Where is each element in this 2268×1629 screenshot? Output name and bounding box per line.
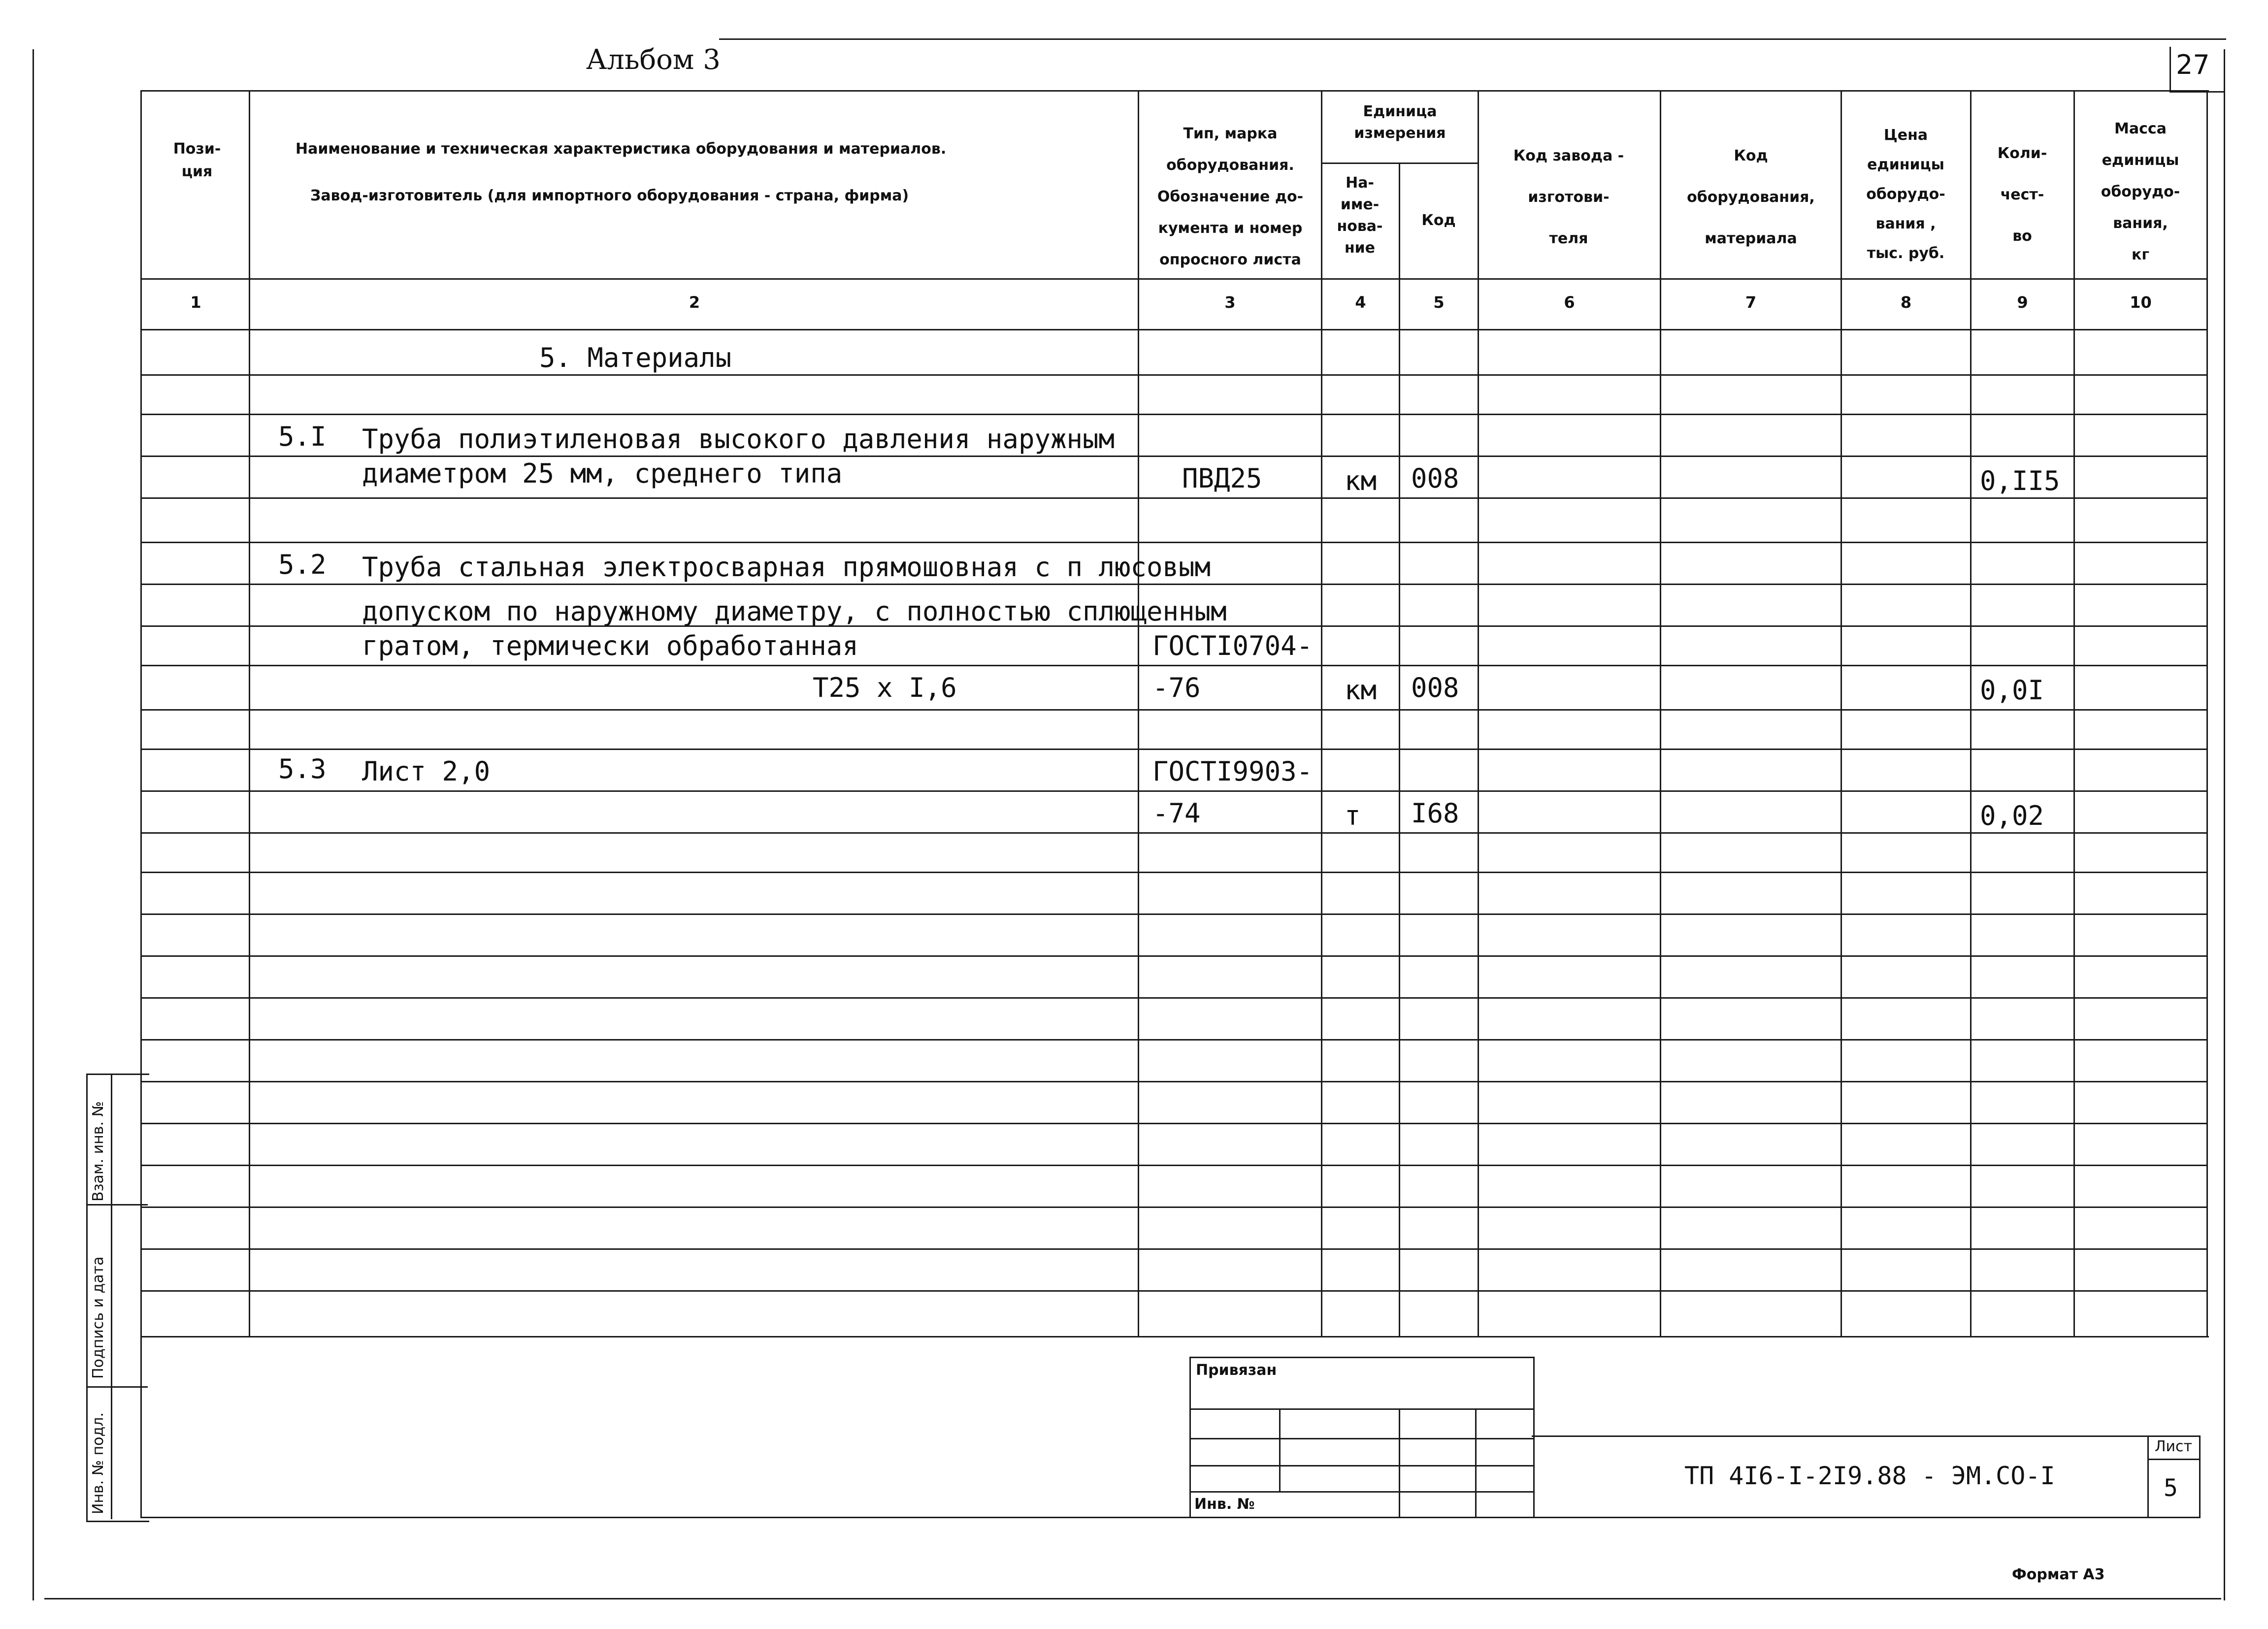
header-name-line2: Завод-изготовитель (для импортного оборудования - страна, фирма) [310, 187, 909, 204]
item-5-2-type-line2: -76 [1152, 672, 1201, 703]
col-line-8 [1970, 90, 1972, 1336]
page-number: 27 [2176, 49, 2210, 80]
item-5-2-name-line1: Труба стальная электросварная прямошовная с п люсовым [362, 552, 1211, 583]
side-label-podpis: Подпись и дата [90, 1256, 107, 1379]
item-5-2-quantity: 0,0I [1980, 675, 2044, 706]
privyazan-box [1189, 1357, 1535, 1518]
item-5-2-position: 5.2 [278, 549, 327, 580]
table-top-border [140, 90, 2209, 92]
col-line-5 [1478, 90, 1479, 1336]
sheet-number: 5 [2164, 1474, 2178, 1502]
side-label-vzam: Взам. инв. № [90, 1101, 107, 1202]
item-5-2-unit: км [1345, 675, 1377, 706]
table-row-line [140, 872, 2208, 873]
item-5-3-quantity: 0,02 [1980, 800, 2044, 831]
table-row-line [140, 790, 2208, 792]
item-5-1-code: 008 [1411, 463, 1459, 494]
colnum-2: 2 [689, 293, 700, 312]
table-row-line [140, 414, 2208, 415]
col-line-right [2206, 90, 2208, 1336]
privyazan-label: Привязан [1196, 1362, 1277, 1379]
document-code: ТП 4I6-I-2I9.88 - ЭМ.СО-I [1684, 1462, 2055, 1490]
table-row-line [140, 1123, 2208, 1124]
item-5-2-name-line2: допуском по наружному диаметру, с полностью сплющенным [362, 596, 1227, 627]
outer-frame-top [719, 38, 2226, 40]
table-row-line [140, 497, 2208, 499]
colnum-7: 7 [1745, 293, 1757, 312]
privyazan-vline-2 [1399, 1408, 1400, 1517]
item-5-3-position: 5.3 [278, 753, 327, 784]
table-row-line [140, 832, 2208, 834]
privyazan-vline-1 [1279, 1408, 1281, 1492]
table-row-line [140, 456, 2208, 457]
outer-frame-bottom [44, 1598, 2221, 1599]
table-row-line [140, 1165, 2208, 1166]
colnum-10: 10 [2130, 293, 2152, 312]
table-row-line [140, 1081, 2208, 1082]
side-label-inv: Инв. № подл. [90, 1412, 107, 1514]
table-row-line [140, 1039, 2208, 1041]
inv-no-label: Инв. № [1194, 1496, 1255, 1513]
item-5-1-type: ПВД25 [1182, 463, 1262, 494]
header-plant-code: Код завода - изготови- теля [1513, 147, 1624, 247]
header-unit-code: Код [1421, 212, 1456, 229]
col-line-3 [1321, 90, 1322, 1336]
colnum-9: 9 [2017, 293, 2028, 312]
header-name-line1: Наименование и техническая характеристика оборудования и материалов. [296, 140, 947, 158]
header-type: Тип, марка оборудования. Обозначение до- кумента и номер опросного листа [1157, 125, 1304, 268]
header-position: Пози- ция [173, 140, 221, 180]
album-label: Альбом 3 [586, 44, 721, 76]
table-row-line [140, 374, 2208, 376]
item-5-1-unit: км [1345, 465, 1377, 496]
item-5-3-type-line1: ГОСТI9903- [1152, 756, 1313, 787]
table-row-line [140, 1206, 2208, 1208]
item-5-2-code: 008 [1411, 672, 1459, 703]
header-unit-group: Единица измерения [1354, 103, 1446, 142]
colnum-8: 8 [1900, 293, 1912, 312]
table-row-line [140, 749, 2208, 750]
stamp-right-line [2199, 1435, 2201, 1518]
privyazan-vline-3 [1475, 1408, 1477, 1517]
side-strip-sep-1 [86, 1204, 148, 1205]
privyazan-line-1 [1189, 1408, 1533, 1410]
item-5-3-unit: т [1345, 800, 1361, 831]
col-line-7 [1841, 90, 1842, 1336]
colnum-4: 4 [1355, 293, 1366, 312]
item-5-3-type-line2: -74 [1152, 798, 1201, 829]
table-row-line [140, 1248, 2208, 1250]
table-row-line [140, 997, 2208, 999]
item-5-2-name-line3: гратом, термически обработанная [362, 630, 858, 661]
privyazan-line-2 [1189, 1438, 1533, 1439]
side-strip-divider [111, 1074, 112, 1519]
table-row-line [140, 955, 2208, 957]
privyazan-line-3 [1189, 1465, 1533, 1466]
sheet-label: Лист [2155, 1438, 2193, 1455]
colnum-3: 3 [1224, 293, 1236, 312]
colnum-1: 1 [190, 293, 201, 312]
privyazan-line-4 [1189, 1491, 1533, 1493]
section-title: 5. Материалы [539, 342, 732, 373]
item-5-1-name-line2: диаметром 25 мм, среднего типа [362, 458, 843, 489]
col-line-9 [2073, 90, 2075, 1336]
colnum-6: 6 [1564, 293, 1575, 312]
colnum-5: 5 [1433, 293, 1445, 312]
header-mass: Масса единицы оборудо- вания, кг [2101, 120, 2180, 263]
item-5-1-position: 5.I [278, 421, 327, 452]
item-5-3-name: Лист 2,0 [362, 756, 491, 787]
col-line-6 [1660, 90, 1661, 1336]
header-price: Цена единицы оборудо- вания , тыс. руб. [1866, 127, 1945, 262]
sheet-box-divider [2147, 1435, 2149, 1518]
item-5-3-code: I68 [1411, 798, 1459, 829]
stamp-top-line [140, 1336, 2209, 1337]
header-unit-name: На- име- нова- ние [1337, 174, 1383, 257]
outer-frame-right [2224, 49, 2225, 1600]
table-row-line [140, 1290, 2208, 1292]
item-5-1-name-line1: Труба полиэтиленовая высокого давления наружным [362, 424, 1115, 455]
table-row-line [140, 542, 2208, 543]
table-row-line [140, 709, 2208, 711]
col-line-2 [1138, 90, 1139, 1336]
stamp-bottom-line [140, 1517, 2199, 1518]
unit-group-line [1321, 163, 1478, 164]
item-5-1-quantity: 0,II5 [1980, 465, 2060, 496]
table-row-line [140, 584, 2208, 585]
colnum-bottom-line [140, 329, 2208, 330]
side-strip-sep-2 [86, 1386, 148, 1388]
table-row-line [140, 665, 2208, 666]
header-bottom-line [140, 278, 2208, 280]
item-5-2-name-line4: Т25 х I,6 [813, 672, 957, 703]
header-equip-code: Код оборудования, материала [1687, 147, 1815, 247]
outer-frame-left [33, 49, 34, 1600]
format-label: Формат А3 [2012, 1566, 2105, 1583]
header-quantity: Коли- чест- во [1997, 145, 2047, 245]
table-row-line [140, 913, 2208, 915]
sheet-label-line [2147, 1459, 2199, 1460]
item-5-2-type-line1: ГОСТI0704- [1152, 630, 1313, 661]
stamp-code-top-line [1532, 1435, 2199, 1437]
col-line-1 [249, 90, 250, 1336]
